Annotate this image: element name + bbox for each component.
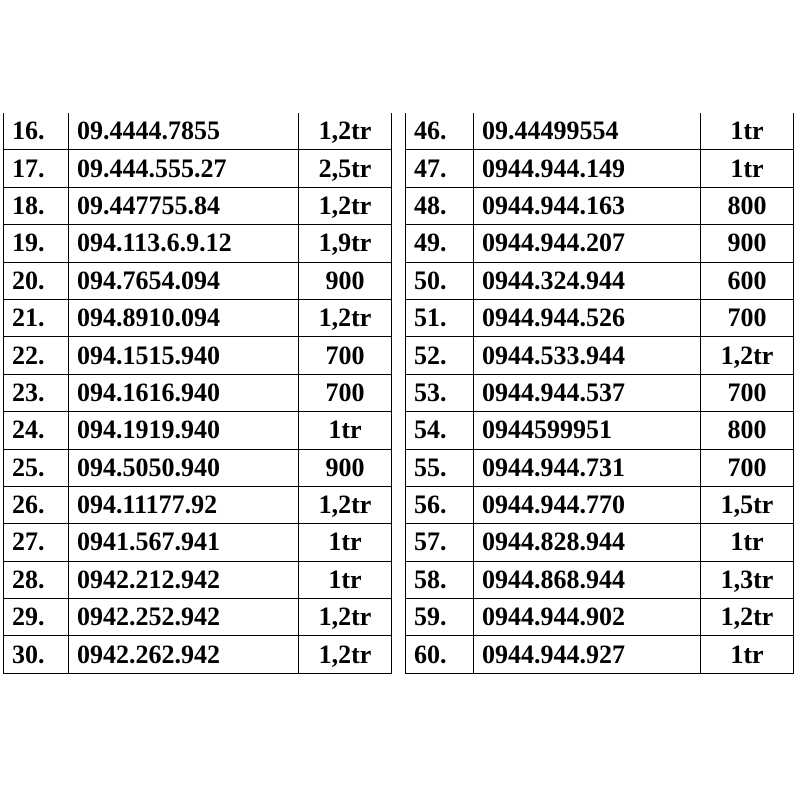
phone-number: 0944.533.944	[474, 337, 701, 374]
table-row	[406, 337, 794, 374]
table-row	[4, 187, 392, 224]
price: 900	[701, 225, 794, 262]
row-number: 58.	[406, 561, 474, 598]
phone-number: 0944599951	[474, 412, 701, 449]
phone-number: 09.444.555.27	[69, 150, 299, 187]
phone-number: 0944.944.163	[474, 187, 701, 224]
table-row	[406, 262, 794, 299]
phone-number: 0944.944.770	[474, 486, 701, 523]
price: 1,3tr	[701, 561, 794, 598]
price: 700	[701, 299, 794, 336]
row-number: 22.	[4, 337, 69, 374]
phone-number: 0944.944.902	[474, 599, 701, 636]
row-number: 60.	[406, 636, 474, 673]
table-row	[406, 412, 794, 449]
phone-number: 094.1616.940	[69, 374, 299, 411]
row-number: 26.	[4, 486, 69, 523]
row-number: 46.	[406, 113, 474, 150]
phone-number: 0944.944.207	[474, 225, 701, 262]
row-number: 55.	[406, 449, 474, 486]
price: 1,5tr	[701, 486, 794, 523]
phone-number: 094.11177.92	[69, 486, 299, 523]
table-row	[4, 599, 392, 636]
table-row	[406, 561, 794, 598]
price: 700	[299, 374, 392, 411]
left-price-table	[3, 113, 392, 674]
table-row	[4, 299, 392, 336]
table-row	[4, 412, 392, 449]
table-row	[406, 374, 794, 411]
price: 900	[299, 262, 392, 299]
phone-number: 0941.567.941	[69, 524, 299, 561]
table-row	[4, 561, 392, 598]
table-row	[406, 636, 794, 673]
phone-number: 09.44499554	[474, 113, 701, 150]
row-number: 30.	[4, 636, 69, 673]
phone-number: 0944.944.149	[474, 150, 701, 187]
phone-number: 0944.944.731	[474, 449, 701, 486]
row-number: 53.	[406, 374, 474, 411]
row-number: 27.	[4, 524, 69, 561]
table-row	[4, 225, 392, 262]
price: 800	[701, 412, 794, 449]
price: 1,2tr	[299, 299, 392, 336]
price: 1,2tr	[701, 337, 794, 374]
table-row	[406, 150, 794, 187]
row-number: 57.	[406, 524, 474, 561]
price: 1,2tr	[299, 187, 392, 224]
phone-number: 0942.212.942	[69, 561, 299, 598]
table-row	[406, 486, 794, 523]
table-row	[4, 486, 392, 523]
price: 2,5tr	[299, 150, 392, 187]
price: 700	[701, 449, 794, 486]
price: 700	[299, 337, 392, 374]
phone-number: 094.5050.940	[69, 449, 299, 486]
phone-number: 09.447755.84	[69, 187, 299, 224]
price: 1tr	[701, 524, 794, 561]
row-number: 48.	[406, 187, 474, 224]
row-number: 49.	[406, 225, 474, 262]
row-number: 54.	[406, 412, 474, 449]
price: 1tr	[299, 412, 392, 449]
row-number: 25.	[4, 449, 69, 486]
row-number: 50.	[406, 262, 474, 299]
row-number: 16.	[4, 113, 69, 150]
price: 1,2tr	[299, 486, 392, 523]
row-number: 59.	[406, 599, 474, 636]
table-row	[4, 374, 392, 411]
table-row	[4, 524, 392, 561]
price: 1tr	[701, 636, 794, 673]
price: 1tr	[299, 524, 392, 561]
phone-number: 0944.324.944	[474, 262, 701, 299]
price: 1,2tr	[701, 599, 794, 636]
phone-number: 094.113.6.9.12	[69, 225, 299, 262]
table-row	[4, 636, 392, 673]
row-number: 21.	[4, 299, 69, 336]
row-number: 29.	[4, 599, 69, 636]
phone-number: 094.1515.940	[69, 337, 299, 374]
row-number: 51.	[406, 299, 474, 336]
phone-number: 0944.944.526	[474, 299, 701, 336]
phone-number: 094.8910.094	[69, 299, 299, 336]
phone-number: 094.7654.094	[69, 262, 299, 299]
price: 800	[701, 187, 794, 224]
table-row	[406, 187, 794, 224]
phone-number: 0944.944.537	[474, 374, 701, 411]
phone-number: 0944.868.944	[474, 561, 701, 598]
price: 1,2tr	[299, 636, 392, 673]
price: 600	[701, 262, 794, 299]
left-table-body	[4, 113, 392, 673]
table-row	[4, 337, 392, 374]
phone-number: 0942.262.942	[69, 636, 299, 673]
price: 1,2tr	[299, 599, 392, 636]
row-number: 23.	[4, 374, 69, 411]
table-row	[406, 225, 794, 262]
price: 1tr	[299, 561, 392, 598]
table-row	[4, 113, 392, 150]
price: 1tr	[701, 150, 794, 187]
right-table-body	[406, 113, 794, 673]
row-number: 18.	[4, 187, 69, 224]
row-number: 52.	[406, 337, 474, 374]
right-price-table	[405, 113, 794, 674]
price: 1,2tr	[299, 113, 392, 150]
phone-number: 09.4444.7855	[69, 113, 299, 150]
price: 1,9tr	[299, 225, 392, 262]
phone-number: 0944.944.927	[474, 636, 701, 673]
table-row	[4, 449, 392, 486]
phone-number: 0942.252.942	[69, 599, 299, 636]
row-number: 19.	[4, 225, 69, 262]
price: 700	[701, 374, 794, 411]
row-number: 47.	[406, 150, 474, 187]
table-row	[406, 524, 794, 561]
row-number: 17.	[4, 150, 69, 187]
table-row	[406, 449, 794, 486]
price: 900	[299, 449, 392, 486]
row-number: 20.	[4, 262, 69, 299]
phone-number: 0944.828.944	[474, 524, 701, 561]
table-row	[406, 299, 794, 336]
price: 1tr	[701, 113, 794, 150]
table-row	[406, 113, 794, 150]
row-number: 56.	[406, 486, 474, 523]
table-row	[4, 150, 392, 187]
table-row	[4, 262, 392, 299]
phone-number: 094.1919.940	[69, 412, 299, 449]
table-row	[406, 599, 794, 636]
row-number: 28.	[4, 561, 69, 598]
row-number: 24.	[4, 412, 69, 449]
